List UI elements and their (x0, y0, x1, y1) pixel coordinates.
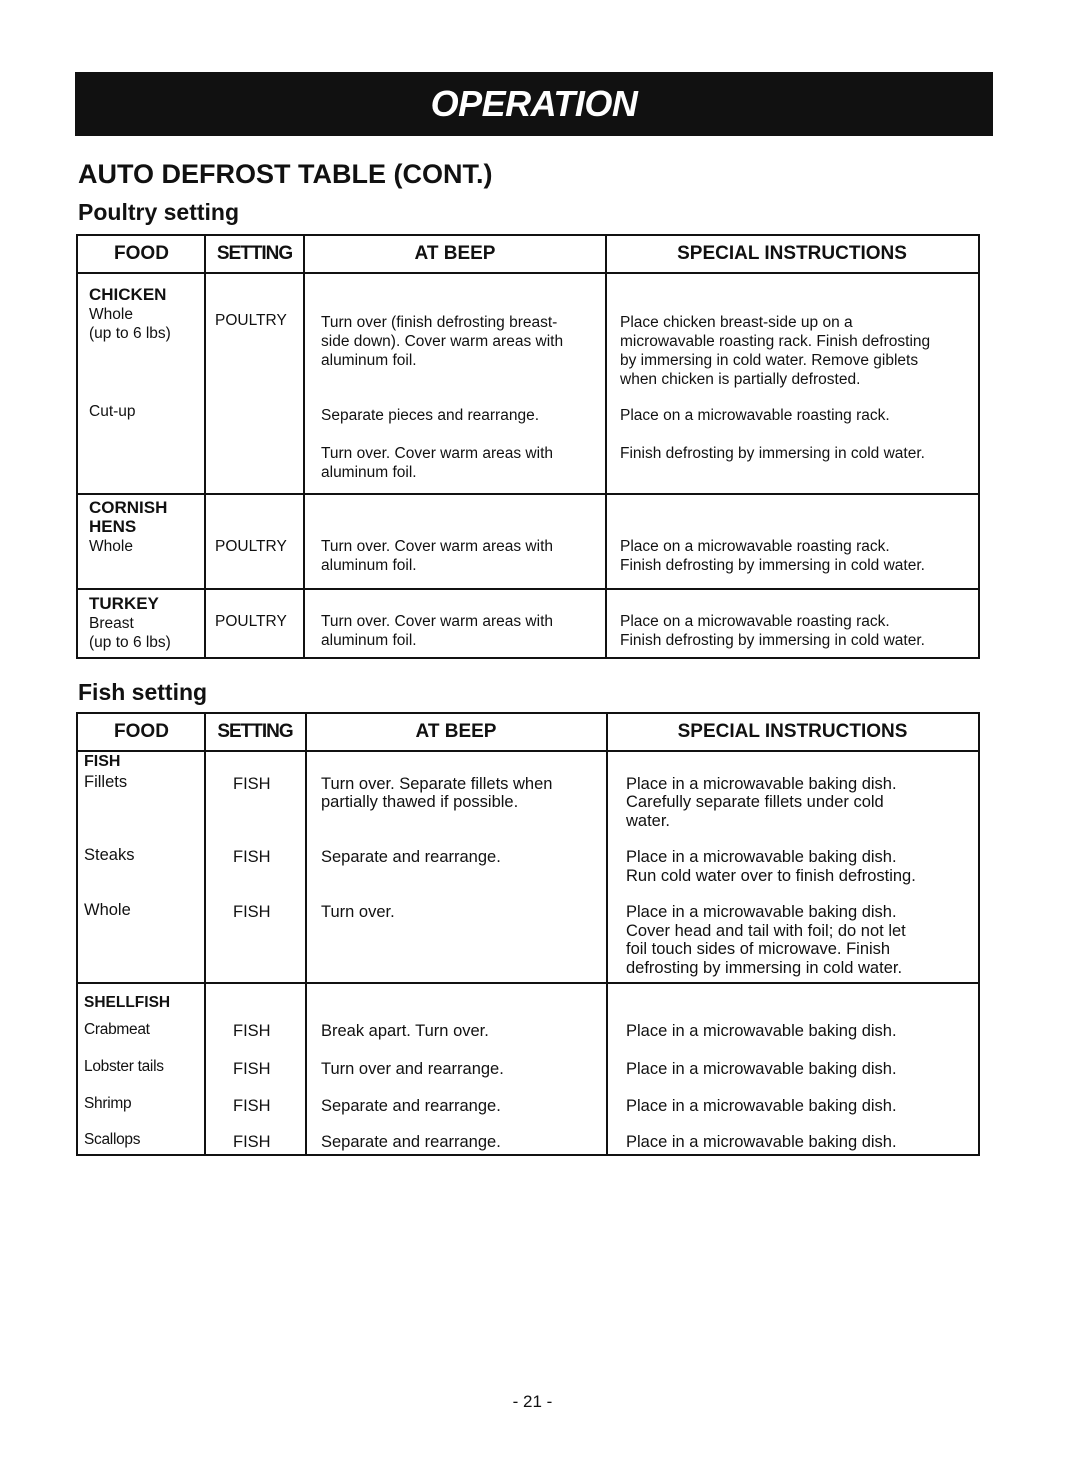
at-beep-text: Break apart. Turn over. (321, 1022, 489, 1040)
special-instructions-text: Place in a microwavable baking dish. (626, 1097, 897, 1115)
col-setting-header: SETTING (217, 721, 293, 742)
page-title: AUTO DEFROST TABLE (CONT.) (78, 159, 493, 189)
food-item-lobster-tails: Lobster tails (84, 1058, 164, 1075)
special-instructions-text: Place on a microwavable roasting rack. (620, 538, 890, 555)
setting-value: POULTRY (215, 312, 287, 329)
at-beep-text: aluminum foil. (321, 352, 417, 369)
food-group-chicken: CHICKEN (89, 285, 167, 304)
col-food-header: FOOD (114, 243, 169, 264)
food-item-cut-up: Cut-up (89, 403, 136, 420)
col-at-beep-header: AT BEEP (415, 721, 497, 742)
food-item-steaks: Steaks (84, 846, 135, 864)
at-beep-text: Turn over. Cover warm areas with (321, 613, 554, 630)
row-divider (78, 982, 978, 984)
col-at-beep-header: AT BEEP (414, 243, 496, 264)
food-group-fish: FISH (84, 753, 121, 770)
food-item-crabmeat: Crabmeat (84, 1021, 150, 1038)
special-instructions-text: Carefully separate fillets under cold (626, 793, 884, 811)
special-instructions-text: Place in a microwavable baking dish. (626, 1060, 897, 1078)
poultry-header-row (78, 236, 978, 274)
fish-table (76, 712, 980, 1156)
fish-heading: Fish setting (78, 679, 208, 705)
at-beep-text: Separate pieces and rearrange. (321, 407, 540, 424)
at-beep-text: Turn over. (321, 903, 395, 921)
at-beep-text: aluminum foil. (321, 632, 417, 649)
fish-header-row (78, 714, 978, 752)
column-divider (605, 236, 607, 657)
col-special-header: SPECIAL INSTRUCTIONS (677, 721, 908, 742)
food-group-shellfish: SHELLFISH (84, 994, 171, 1011)
poultry-heading: Poultry setting (78, 199, 240, 225)
special-instructions-text: Cover head and tail with foil; do not let (626, 922, 906, 940)
food-weight-limit: (up to 6 lbs) (89, 634, 171, 651)
special-instructions-text: Finish defrosting by immersing in cold water. (620, 445, 925, 462)
col-special-header: SPECIAL INSTRUCTIONS (677, 243, 907, 264)
special-instructions-text: Finish defrosting by immersing in cold water. (620, 557, 925, 574)
special-instructions-text: Place in a microwavable baking dish. (626, 1022, 897, 1040)
at-beep-text: Turn over. Separate fillets when (321, 775, 553, 793)
row-divider (78, 493, 978, 495)
row-divider (78, 588, 978, 590)
special-instructions-text: Place on a microwavable roasting rack. (620, 613, 890, 630)
food-group-turkey: TURKEY (89, 594, 159, 613)
food-item-whole: Whole (89, 306, 133, 323)
special-instructions-text: Place chicken breast-side up on a (620, 314, 853, 331)
food-item-fillets: Fillets (84, 773, 128, 791)
setting-value: FISH (233, 1060, 271, 1078)
setting-value: FISH (233, 903, 271, 921)
setting-value: FISH (233, 1097, 271, 1115)
column-divider (204, 714, 206, 1154)
food-item-whole: Whole (89, 538, 133, 555)
page-number: - 21 - (512, 1392, 553, 1411)
special-instructions-text: Place in a microwavable baking dish. (626, 848, 897, 866)
special-instructions-text: microwavable roasting rack. Finish defrosting (620, 333, 931, 350)
food-item-shrimp: Shrimp (84, 1095, 132, 1112)
special-instructions-text: Place in a microwavable baking dish. (626, 1133, 897, 1151)
at-beep-text: Turn over (finish defrosting breast- (321, 314, 558, 331)
food-group-hens: HENS (89, 517, 137, 536)
setting-value: FISH (233, 775, 271, 793)
food-item-scallops: Scallops (84, 1131, 141, 1148)
at-beep-text: aluminum foil. (321, 557, 417, 574)
col-food-header: FOOD (114, 721, 169, 742)
special-instructions-text: Place in a microwavable baking dish. (626, 775, 897, 793)
setting-value: POULTRY (215, 538, 287, 555)
at-beep-text: aluminum foil. (321, 464, 417, 481)
special-instructions-text: Run cold water over to finish defrosting. (626, 867, 916, 885)
column-divider (606, 714, 608, 1154)
at-beep-text: Turn over and rearrange. (321, 1060, 504, 1078)
at-beep-text: Separate and rearrange. (321, 848, 501, 866)
special-instructions-text: defrosting by immersing in cold water. (626, 959, 903, 977)
setting-value: POULTRY (215, 613, 287, 630)
at-beep-text: side down). Cover warm areas with (321, 333, 564, 350)
special-instructions-text: water. (626, 812, 671, 830)
special-instructions-text: Place in a microwavable baking dish. (626, 903, 897, 921)
poultry-table (76, 234, 980, 659)
col-setting-header: SETTING (216, 243, 293, 264)
at-beep-text: Turn over. Cover warm areas with (321, 445, 554, 462)
food-item-whole: Whole (84, 901, 131, 919)
food-item-breast: Breast (89, 615, 134, 632)
food-group-cornish: CORNISH (89, 498, 168, 517)
at-beep-text: Separate and rearrange. (321, 1133, 501, 1151)
special-instructions-text: Finish defrosting by immersing in cold water. (620, 632, 925, 649)
at-beep-text: partially thawed if possible. (321, 793, 519, 811)
at-beep-text: Turn over. Cover warm areas with (321, 538, 554, 555)
food-weight-limit: (up to 6 lbs) (89, 325, 171, 342)
section-banner: OPERATION (75, 72, 993, 136)
column-divider (305, 714, 307, 1154)
at-beep-text: Separate and rearrange. (321, 1097, 501, 1115)
special-instructions-text: by immersing in cold water. Remove giblets (620, 352, 919, 369)
setting-value: FISH (233, 848, 271, 866)
special-instructions-text: foil touch sides of microwave. Finish (626, 940, 891, 958)
setting-value: FISH (233, 1133, 271, 1151)
special-instructions-text: Place on a microwavable roasting rack. (620, 407, 890, 424)
setting-value: FISH (233, 1022, 271, 1040)
special-instructions-text: when chicken is partially defrosted. (620, 371, 861, 388)
column-divider (204, 236, 206, 657)
column-divider (303, 236, 305, 657)
